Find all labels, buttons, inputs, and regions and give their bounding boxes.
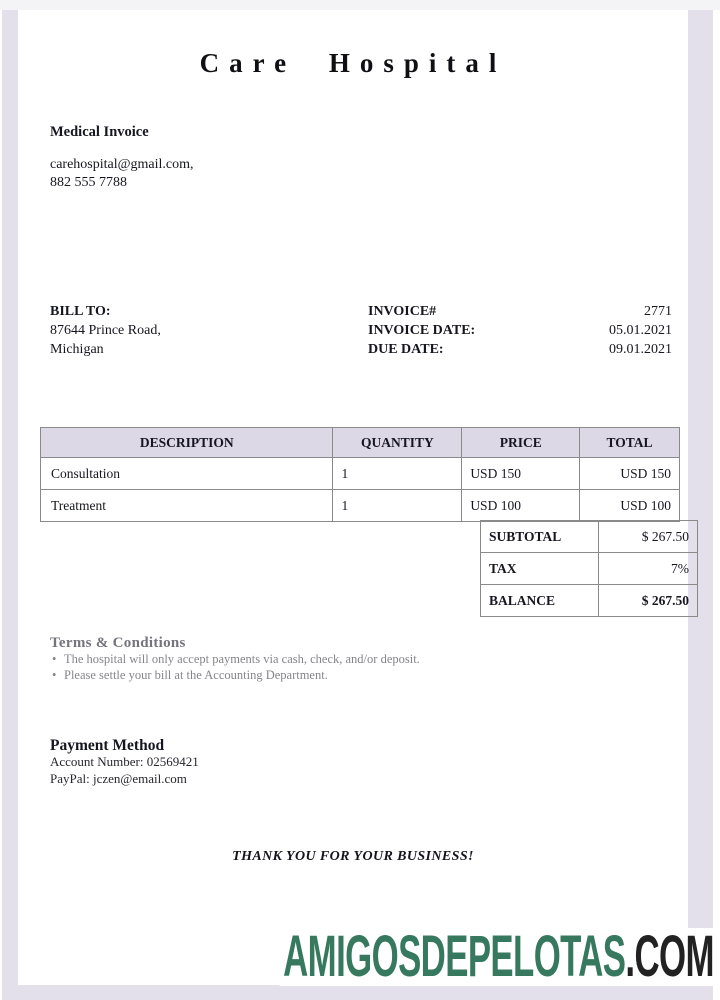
- hospital-title: Care Hospital: [199, 48, 507, 78]
- item-quantity: 1: [333, 490, 462, 522]
- invoice-page: [18, 10, 688, 985]
- tax-row: [481, 553, 698, 585]
- contact-email: carehospital@gmail.com,: [50, 157, 194, 172]
- terms-heading: Terms & Conditions: [50, 635, 186, 651]
- subtotal-row: [481, 521, 698, 553]
- terms-section: [50, 635, 610, 683]
- header-total: TOTAL: [580, 428, 680, 458]
- line-items-table: [40, 427, 680, 522]
- subtotal-value: $ 267.50: [598, 521, 697, 553]
- thank-you-message: THANK YOU FOR YOUR BUSINESS!: [232, 849, 474, 864]
- site-watermark: [280, 924, 714, 989]
- terms-item: • The hospital will only accept payments via cash, check, and/or deposit.: [50, 652, 610, 668]
- item-total: USD 150: [580, 458, 680, 490]
- item-description: Consultation: [41, 458, 333, 490]
- bill-to-address-line2: Michigan: [50, 342, 104, 357]
- bill-to-block: [50, 302, 161, 359]
- watermark-tld: .COM: [625, 924, 714, 989]
- payment-paypal-line: PayPal: jczen@email.com: [50, 770, 187, 786]
- table-row: [41, 458, 680, 490]
- terms-item: • Please settle your bill at the Accounting Department.: [50, 668, 610, 684]
- item-price: USD 100: [462, 490, 580, 522]
- header-quantity: QUANTITY: [333, 428, 462, 458]
- balance-value: $ 267.50: [598, 585, 697, 617]
- due-date-row: [368, 340, 672, 359]
- summary-table: [480, 520, 698, 617]
- item-total: USD 100: [580, 490, 680, 522]
- payment-heading: Payment Method: [50, 737, 165, 754]
- invoice-date-row: [368, 321, 672, 340]
- tax-label: TAX: [481, 553, 599, 585]
- contact-block: [50, 156, 194, 192]
- item-price: USD 150: [462, 458, 580, 490]
- watermark-name: AMIGOSDEPELOTAS: [283, 924, 626, 989]
- invoice-date-label: INVOICE DATE:: [368, 323, 476, 338]
- tax-value: 7%: [598, 553, 697, 585]
- invoice-meta-block: [368, 302, 672, 359]
- item-quantity: 1: [333, 458, 462, 490]
- document-type-label: Medical Invoice: [50, 124, 149, 140]
- item-description: Treatment: [41, 490, 333, 522]
- due-date-value: 09.01.2021: [609, 342, 672, 357]
- table-header-row: [41, 428, 680, 458]
- header-description: DESCRIPTION: [41, 428, 333, 458]
- top-strip: [0, 0, 720, 10]
- subtotal-label: SUBTOTAL: [481, 521, 599, 553]
- balance-label: BALANCE: [481, 585, 599, 617]
- balance-row: [481, 585, 698, 617]
- payment-account-line: Account Number: 02569421: [50, 754, 199, 769]
- due-date-label: DUE DATE:: [368, 342, 444, 357]
- invoice-number-row: [368, 302, 672, 321]
- page-frame: [2, 10, 713, 1000]
- contact-phone: 882 555 7788: [50, 175, 127, 190]
- invoice-number-label: INVOICE#: [368, 304, 437, 319]
- table-row: [41, 490, 680, 522]
- invoice-date-value: 05.01.2021: [609, 323, 672, 338]
- payment-section: [50, 737, 199, 787]
- bill-to-label: BILL TO:: [50, 304, 111, 319]
- bill-to-address-line1: 87644 Prince Road,: [50, 323, 161, 338]
- invoice-number-value: 2771: [644, 304, 672, 319]
- header-price: PRICE: [462, 428, 580, 458]
